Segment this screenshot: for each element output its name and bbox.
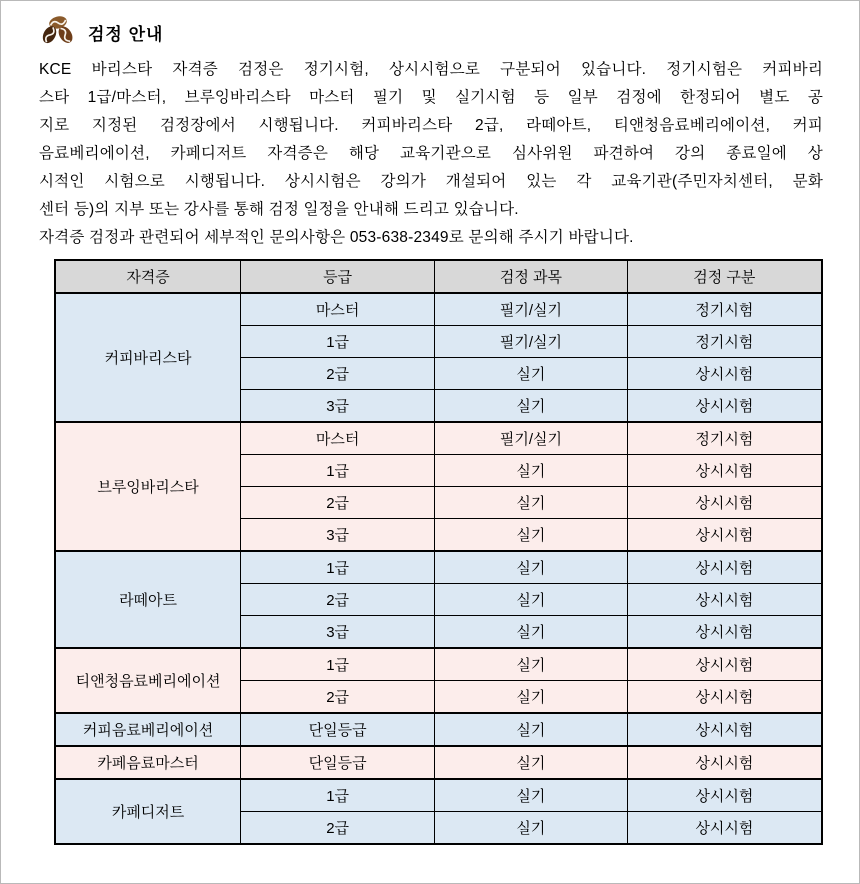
grade-cell: 3급 bbox=[241, 519, 435, 552]
grade-cell: 마스터 bbox=[241, 293, 435, 326]
table-row bbox=[55, 551, 822, 584]
grade-cell: 2급 bbox=[241, 487, 435, 519]
type-cell: 정기시험 bbox=[627, 422, 822, 455]
grade-cell: 2급 bbox=[241, 681, 435, 714]
column-header-certificate: 자격증 bbox=[55, 260, 241, 293]
subject-cell: 실기 bbox=[435, 390, 628, 423]
grade-cell: 1급 bbox=[241, 455, 435, 487]
intro-line: 지로 지정된 검정장에서 시행됩니다. 커피바리스타 2급, 라떼아트, 티앤청음료베리에이션, 커피 bbox=[39, 117, 823, 134]
type-cell: 상시시험 bbox=[627, 551, 822, 584]
subject-cell: 실기 bbox=[435, 779, 628, 812]
cert-name-cell: 커피바리스타 bbox=[55, 293, 241, 422]
grade-cell: 2급 bbox=[241, 358, 435, 390]
grade-cell: 1급 bbox=[241, 779, 435, 812]
type-cell: 상시시험 bbox=[627, 616, 822, 649]
type-cell: 상시시험 bbox=[627, 584, 822, 616]
subject-cell: 필기/실기 bbox=[435, 293, 628, 326]
table-row bbox=[55, 779, 822, 812]
coffee-beans-icon bbox=[39, 14, 77, 51]
subject-cell: 실기 bbox=[435, 584, 628, 616]
intro-line: 시적인 시험으로 시행됩니다. 상시시험은 강의가 개설되어 있는 각 교육기관(주민자치센터, 문화 bbox=[39, 173, 823, 190]
subject-cell: 실기 bbox=[435, 519, 628, 552]
page-title: 검정 안내 bbox=[88, 24, 164, 44]
column-header-grade: 등급 bbox=[241, 260, 435, 293]
subject-cell: 실기 bbox=[435, 648, 628, 681]
cert-name-cell: 커피음료베리에이션 bbox=[55, 713, 241, 746]
type-cell: 상시시험 bbox=[627, 390, 822, 423]
subject-cell: 실기 bbox=[435, 746, 628, 779]
type-cell: 상시시험 bbox=[627, 487, 822, 519]
subject-cell: 실기 bbox=[435, 812, 628, 845]
section-header bbox=[39, 14, 823, 50]
subject-cell: 실기 bbox=[435, 487, 628, 519]
contact-info: 자격증 검정과 관련되어 세부적인 문의사항은 053-638-2349로 문의해 주시기 바랍니다. bbox=[39, 229, 634, 246]
cert-name-cell: 카페디저트 bbox=[55, 779, 241, 844]
grade-cell: 3급 bbox=[241, 616, 435, 649]
column-header-type: 검정 구분 bbox=[627, 260, 822, 293]
subject-cell: 필기/실기 bbox=[435, 326, 628, 358]
intro-line: KCE 바리스타 자격증 검정은 정기시험, 상시시험으로 구분되어 있습니다. 정기시험은 커피바리 bbox=[39, 61, 823, 78]
grade-cell: 마스터 bbox=[241, 422, 435, 455]
subject-cell: 실기 bbox=[435, 616, 628, 649]
table-row bbox=[55, 713, 822, 746]
type-cell: 정기시험 bbox=[627, 326, 822, 358]
table-row bbox=[55, 746, 822, 779]
table-row bbox=[55, 293, 822, 326]
cert-name-cell: 브루잉바리스타 bbox=[55, 422, 241, 551]
grade-cell: 2급 bbox=[241, 812, 435, 845]
subject-cell: 실기 bbox=[435, 681, 628, 714]
grade-cell: 단일등급 bbox=[241, 713, 435, 746]
type-cell: 상시시험 bbox=[627, 713, 822, 746]
grade-cell: 1급 bbox=[241, 326, 435, 358]
table-header-row bbox=[55, 260, 822, 293]
type-cell: 상시시험 bbox=[627, 455, 822, 487]
subject-cell: 필기/실기 bbox=[435, 422, 628, 455]
subject-cell: 실기 bbox=[435, 713, 628, 746]
table-row bbox=[55, 422, 822, 455]
cert-name-cell: 라떼아트 bbox=[55, 551, 241, 648]
type-cell: 상시시험 bbox=[627, 746, 822, 779]
subject-cell: 실기 bbox=[435, 358, 628, 390]
cert-name-cell: 티앤청음료베리에이션 bbox=[55, 648, 241, 713]
type-cell: 정기시험 bbox=[627, 293, 822, 326]
grade-cell: 3급 bbox=[241, 390, 435, 423]
type-cell: 상시시험 bbox=[627, 358, 822, 390]
certification-table bbox=[54, 259, 823, 845]
type-cell: 상시시험 bbox=[627, 648, 822, 681]
column-header-subject: 검정 과목 bbox=[435, 260, 628, 293]
type-cell: 상시시험 bbox=[627, 681, 822, 714]
table-row bbox=[55, 648, 822, 681]
intro-line: 음료베리에이션, 카페디저트 자격증은 해당 교육기관으로 심사위원 파견하여 강의 종료일에 상 bbox=[39, 145, 823, 162]
type-cell: 상시시험 bbox=[627, 519, 822, 552]
grade-cell: 1급 bbox=[241, 648, 435, 681]
intro-line: 센터 등)의 지부 또는 강사를 통해 검정 일정을 안내해 드리고 있습니다. bbox=[39, 201, 519, 218]
type-cell: 상시시험 bbox=[627, 812, 822, 845]
grade-cell: 2급 bbox=[241, 584, 435, 616]
grade-cell: 단일등급 bbox=[241, 746, 435, 779]
grade-cell: 1급 bbox=[241, 551, 435, 584]
cert-name-cell: 카페음료마스터 bbox=[55, 746, 241, 779]
subject-cell: 실기 bbox=[435, 455, 628, 487]
intro-line: 스타 1급/마스터, 브루잉바리스타 마스터 필기 및 실기시험 등 일부 검정에 한정되어 별도 공 bbox=[39, 89, 823, 106]
intro-paragraph bbox=[39, 56, 823, 224]
subject-cell: 실기 bbox=[435, 551, 628, 584]
type-cell: 상시시험 bbox=[627, 779, 822, 812]
